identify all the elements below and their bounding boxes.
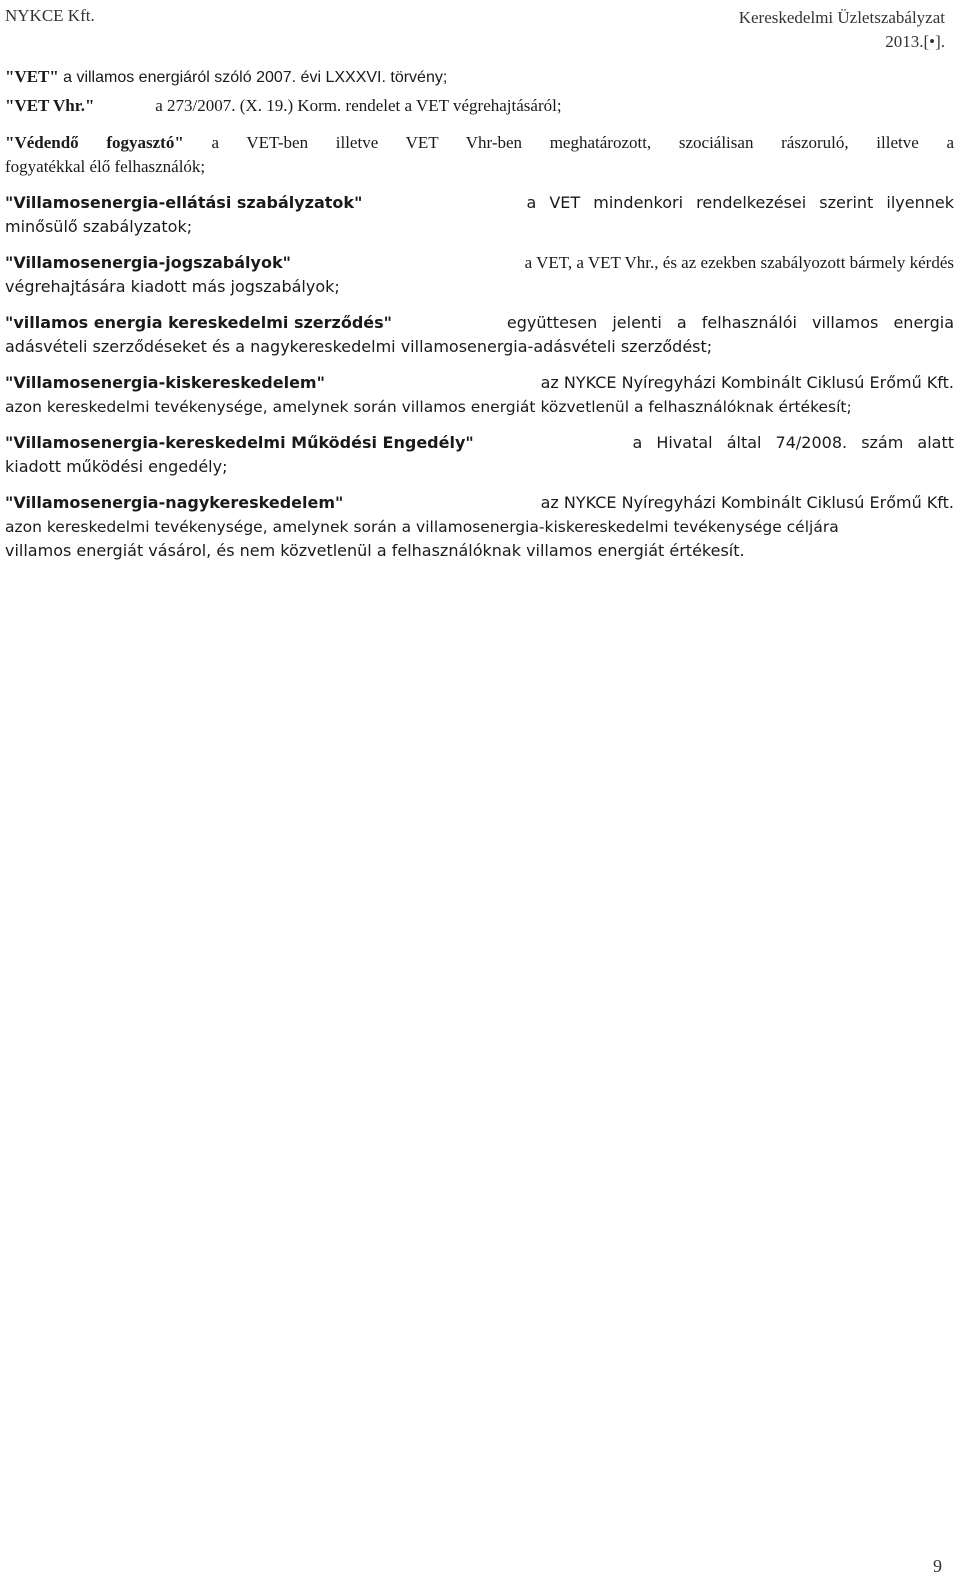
definition-engedely-line2: kiadott működési engedély;: [5, 457, 228, 476]
header-doc-title: Kereskedelmi Üzletszabályzat: [738, 8, 945, 27]
definition-jogszabalyok: [5, 251, 954, 299]
definition-jogszabalyok-line1: [5, 251, 954, 275]
definition-vedendo-fogyaszto: [5, 131, 954, 179]
definition-vet-vhr-text: a 273/2007. (X. 19.) Korm. rendelet a VET végrehajtásáról;: [155, 96, 562, 115]
term-jogszabalyok: "Villamosenergia-jogszabályok": [5, 253, 291, 272]
definition-vedendo-text1: a VET-ben illetve VET Vhr-ben meghatározott, szociálisan rászoruló, illetve a: [211, 133, 955, 152]
definition-szerzodes-line1: [5, 311, 954, 335]
definition-nagykereskedelem-text1: az NYKCE Nyíregyházi Kombinált Ciklusú Erőmű Kft.: [540, 493, 954, 512]
header-doc-info: [739, 6, 945, 54]
term-ellatasi-szabalyzatok: "Villamosenergia-ellátási szabályzatok": [5, 193, 363, 212]
definition-szerzodes-text1: együttesen jelenti a felhasználói villamos energia: [506, 313, 954, 332]
definition-nagykereskedelem-line1: [5, 491, 954, 515]
definition-ellatasi-line1: [5, 191, 954, 215]
definition-kiskereskedelem-line1: [5, 371, 954, 395]
definition-kiskereskedelem-text1: az NYKCE Nyíregyházi Kombinált Ciklusú Erőmű Kft.: [540, 373, 954, 392]
definition-vet: [5, 66, 954, 89]
page-number: 9: [933, 1556, 942, 1576]
term-vet-vhr: "VET Vhr.": [5, 96, 95, 115]
definition-ellatasi-text1: a VET mindenkori rendelkezései szerint ilyennek: [526, 193, 954, 212]
definition-engedely-line1: [5, 431, 954, 455]
term-vet: "VET": [5, 67, 59, 86]
definition-kiskereskedelem: [5, 371, 954, 419]
definition-vedendo-line1: [5, 131, 954, 155]
definition-jogszabalyok-text1: a VET, a VET Vhr., és az ezekben szabályozott bármely kérdés: [524, 253, 954, 272]
definition-engedely-text1: a Hivatal által 74/2008. szám alatt: [632, 433, 954, 452]
definition-kereskedelmi-szerzodes: [5, 311, 954, 359]
header-doc-version: 2013.[•].: [885, 32, 945, 51]
term-kereskedelmi-szerzodes: "villamos energia kereskedelmi szerződés": [5, 313, 393, 332]
definition-szerzodes-line2: adásvételi szerződéseket és a nagykereskedelmi villamosenergia-adásvételi szerződést;: [5, 337, 713, 356]
definition-vet-vhr: [5, 95, 954, 117]
definition-mukodesi-engedely: [5, 431, 954, 479]
definition-vedendo-line2: fogyatékkal élő felhasználók;: [5, 157, 206, 176]
term-vedendo-fogyaszto: "Védendő fogyasztó": [5, 133, 184, 152]
definition-jogszabalyok-line2: végrehajtására kiadott más jogszabályok;: [5, 277, 340, 296]
header-company: NYKCE Kft.: [5, 6, 95, 25]
definition-vet-text: a villamos energiáról szóló 2007. évi LXXXVI. törvény;: [63, 69, 448, 86]
definition-ellatasi-szabalyzatok: [5, 191, 954, 239]
term-nagykereskedelem: "Villamosenergia-nagykereskedelem": [5, 493, 344, 512]
term-kiskereskedelem: "Villamosenergia-kiskereskedelem": [5, 373, 325, 392]
definition-nagykereskedelem: [5, 491, 954, 563]
definition-nagykereskedelem-line2: azon kereskedelmi tevékenysége, amelynek során a villamosenergia-kiskereskedelmi tevékenysége céljára: [5, 518, 839, 536]
definition-nagykereskedelem-line3: villamos energiát vásárol, és nem közvetlenül a felhasználóknak villamos energiát értékesít.: [5, 541, 745, 560]
definition-kiskereskedelem-line2: azon kereskedelmi tevékenysége, amelynek során villamos energiát közvetlenül a felhasználóknak értékesít;: [5, 398, 852, 416]
term-mukodesi-engedely: "Villamosenergia-kereskedelmi Működési Engedély": [5, 433, 474, 452]
definition-ellatasi-line2: minősülő szabályzatok;: [5, 217, 193, 236]
definitions-list: [5, 66, 954, 575]
